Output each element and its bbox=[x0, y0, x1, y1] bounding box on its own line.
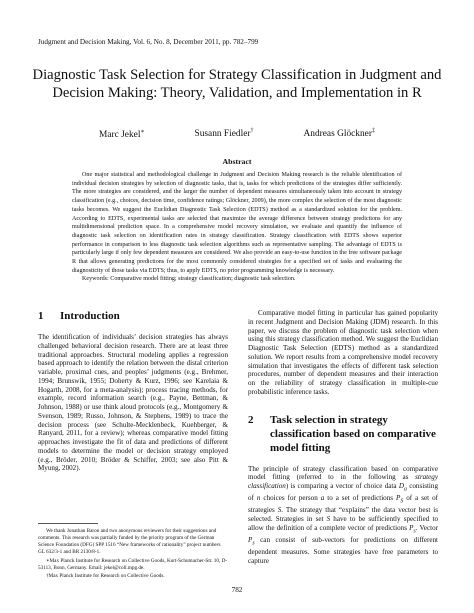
author-2 bbox=[195, 128, 254, 140]
section-number: 1 bbox=[38, 310, 44, 322]
footnote-author-2: †Max Planck Institute for Research on Collective Goods. bbox=[46, 573, 165, 579]
math-sub: s bbox=[413, 528, 416, 535]
math-sub: S bbox=[400, 498, 404, 505]
section-2-heading bbox=[248, 413, 438, 455]
text-run: of a set of strategies bbox=[248, 494, 438, 515]
left-column bbox=[38, 309, 228, 473]
author-name: Andreas Glöckner bbox=[303, 129, 372, 140]
math-var: S bbox=[277, 506, 282, 515]
section-title: Task selection in strategy classification based on comparative model fitting bbox=[270, 413, 436, 454]
text-run: can consist of sub-vectors for predictions on different dependent measures. Some strategies have free parameters to capture bbox=[248, 535, 438, 565]
math-var: P bbox=[248, 535, 253, 544]
keywords: Keywords: Comparative model fitting; strategy classification; diagnostic task selection. bbox=[82, 276, 296, 283]
math-var: P bbox=[396, 494, 401, 503]
text-run: . Vector bbox=[415, 523, 438, 532]
text-run: have to be sufficiently specified to allow the definition of a complete vector of predictions bbox=[248, 515, 438, 532]
page-number: 782 bbox=[231, 586, 243, 594]
math-var: S bbox=[326, 515, 331, 524]
text-emphasis: strategy classification bbox=[248, 473, 438, 490]
footnotes bbox=[38, 528, 228, 582]
author-name: Marc Jekel bbox=[99, 130, 141, 141]
section-1-paragraph: The identification of individuals’ decision strategies has always challenged behavioral decision research. There are at least three traditional approaches. Structural modeling applies a regression based approach to identify the relation between the distal criterion variable, proximal cues, and peoples’ judgments (e.g., Brehmer, 1994; Brunswik, 1955; Doherty & Kurz, 1996; see Karelaia & Hogarth, 2008, for a meta-analysis); process tracing methods, for example, record information search (e.g., Payne, Bettman, & Johnson, 1988) or use think aloud protocols (e.g., Montgomery & Svenson, 1989; Russo, Johnson, & Stephens, 1989) to trace the decision process (see Schulte-Mecklenbeck, Kuehberger, & Ranyard, 2011, for a review); whereas comparative model fitting approaches investigate the fit of data and predictions of different models to determine the model or decision strategy employed (e.g., Bröder, 2010; Bröder & Schiffer, 2003; see also Pitt & Myung, 2002). bbox=[38, 333, 228, 473]
section-1-heading bbox=[38, 309, 228, 323]
section-2-paragraph bbox=[248, 465, 438, 566]
math-var: n bbox=[256, 494, 261, 503]
math-var: D bbox=[398, 482, 404, 490]
right-column bbox=[248, 309, 438, 566]
footnote-rule bbox=[38, 523, 98, 524]
abstract bbox=[72, 171, 402, 284]
math-sub: s bbox=[252, 540, 255, 547]
footnote-author-1: ∗Max Planck Institute for Research on Collective Goods, Kurt-Schumacher-Str. 10, D-53113, Bonn, Germany. Email: jekel@coll.mpg.de. bbox=[38, 557, 228, 571]
journal-header: Judgment and Decision Making, Vol. 6, No. 8, December 2011, pp. 782–799 bbox=[38, 38, 259, 46]
math-sub: a bbox=[403, 486, 407, 493]
author-list bbox=[0, 128, 474, 140]
author-1 bbox=[99, 128, 144, 140]
abstract-text: One major statistical and methodological challenge in Judgment and Decision Making research is the reliable identification of individual decision strategies by selection of diagnostic tasks, that is, tasks for which predictions of the strategies differ sufficiently. The more strategies are considered, and the larger the number of dependent measures simultaneously taken into account in strategy classification (e.g., choices, decision time, confidence ratings; Glöckner, 2009), the more complex the selection of the most diagnostic tasks becomes. We suggest the Euclidian Diagnostic Task Selection (EDTS) method as a standardized solution for the problem. According to EDTS, experimental tasks are selected that maximize the average difference between strategy predictions for any multidimensional prediction space. In a comprehensive model recovery simulation, we evaluate and quantify the influence of diagnostic task selection on identification rates in strategy classification. Strategy classification with EDTS shows superior performance in comparison to less diagnostic task selection algorithms such as representative sampling. The advantage of EDTS is particularly large if only few dependent measures are considered. We also provide an easy-to-use function in the free software package R that allows generating predictions for the most commonly considered strategies for a specified set of tasks and evaluating the diagnosticity of those tasks via EDTS; thus, to apply EDTS, no prior programming knowledge is necessary. bbox=[72, 172, 402, 274]
math-var: a bbox=[320, 494, 325, 503]
text-run: to a set of predictions bbox=[324, 494, 396, 503]
abstract-heading: Abstract bbox=[222, 157, 252, 166]
author-mark: † bbox=[250, 128, 254, 134]
right-paragraph-1: Comparative model fitting in particular has gained popularity in recent Judgment and Decision Making (JDM) research. In this paper, we discuss the problem of diagnostic task selection when using this strategy classification method. We suggest the Euclidian Diagnostic Task Selection (EDTS) method as a standardized solution. We report results from a comprehensive model recovery simulation that investigates the effects of different task selection procedures, number of dependent measures and their interaction on the reliability of strategy classification in multiple-cue probabilistic inference tasks. bbox=[248, 309, 438, 396]
section-number: 2 bbox=[248, 413, 254, 426]
footnote-acknowledgement: We thank Jonathan Baron and two anonymous reviewers for their suggestions and comments. This research was partially funded by the priority program of the German Science Foundation (DFG) SPP 1516 “New frameworks of rationality” project numbers GL 632/3-1 and BR 2130/8-1. bbox=[38, 528, 221, 555]
author-mark: ‡ bbox=[371, 128, 375, 134]
author-name: Susann Fiedler bbox=[194, 129, 251, 140]
author-mark: ∗ bbox=[140, 129, 145, 135]
author-3 bbox=[304, 128, 375, 140]
math-var: P bbox=[409, 523, 414, 532]
text-run: . The strategy that “explains” the data vector best is selected. Strategies in set bbox=[248, 506, 438, 524]
section-title: Introduction bbox=[60, 310, 120, 322]
text-run: consisting of bbox=[248, 482, 438, 503]
text-run: ) is comparing a vector of choice data bbox=[285, 482, 399, 490]
text-run: The principle of strategy classification based on comparative model fitting (referred to in the following as bbox=[248, 464, 438, 482]
text-run: choices for person bbox=[260, 494, 321, 503]
paper-title: Diagnostic Task Selection for Strategy Classification in Judgment and Decision Making: Theory, Validation, and Implementation in R bbox=[32, 67, 442, 101]
